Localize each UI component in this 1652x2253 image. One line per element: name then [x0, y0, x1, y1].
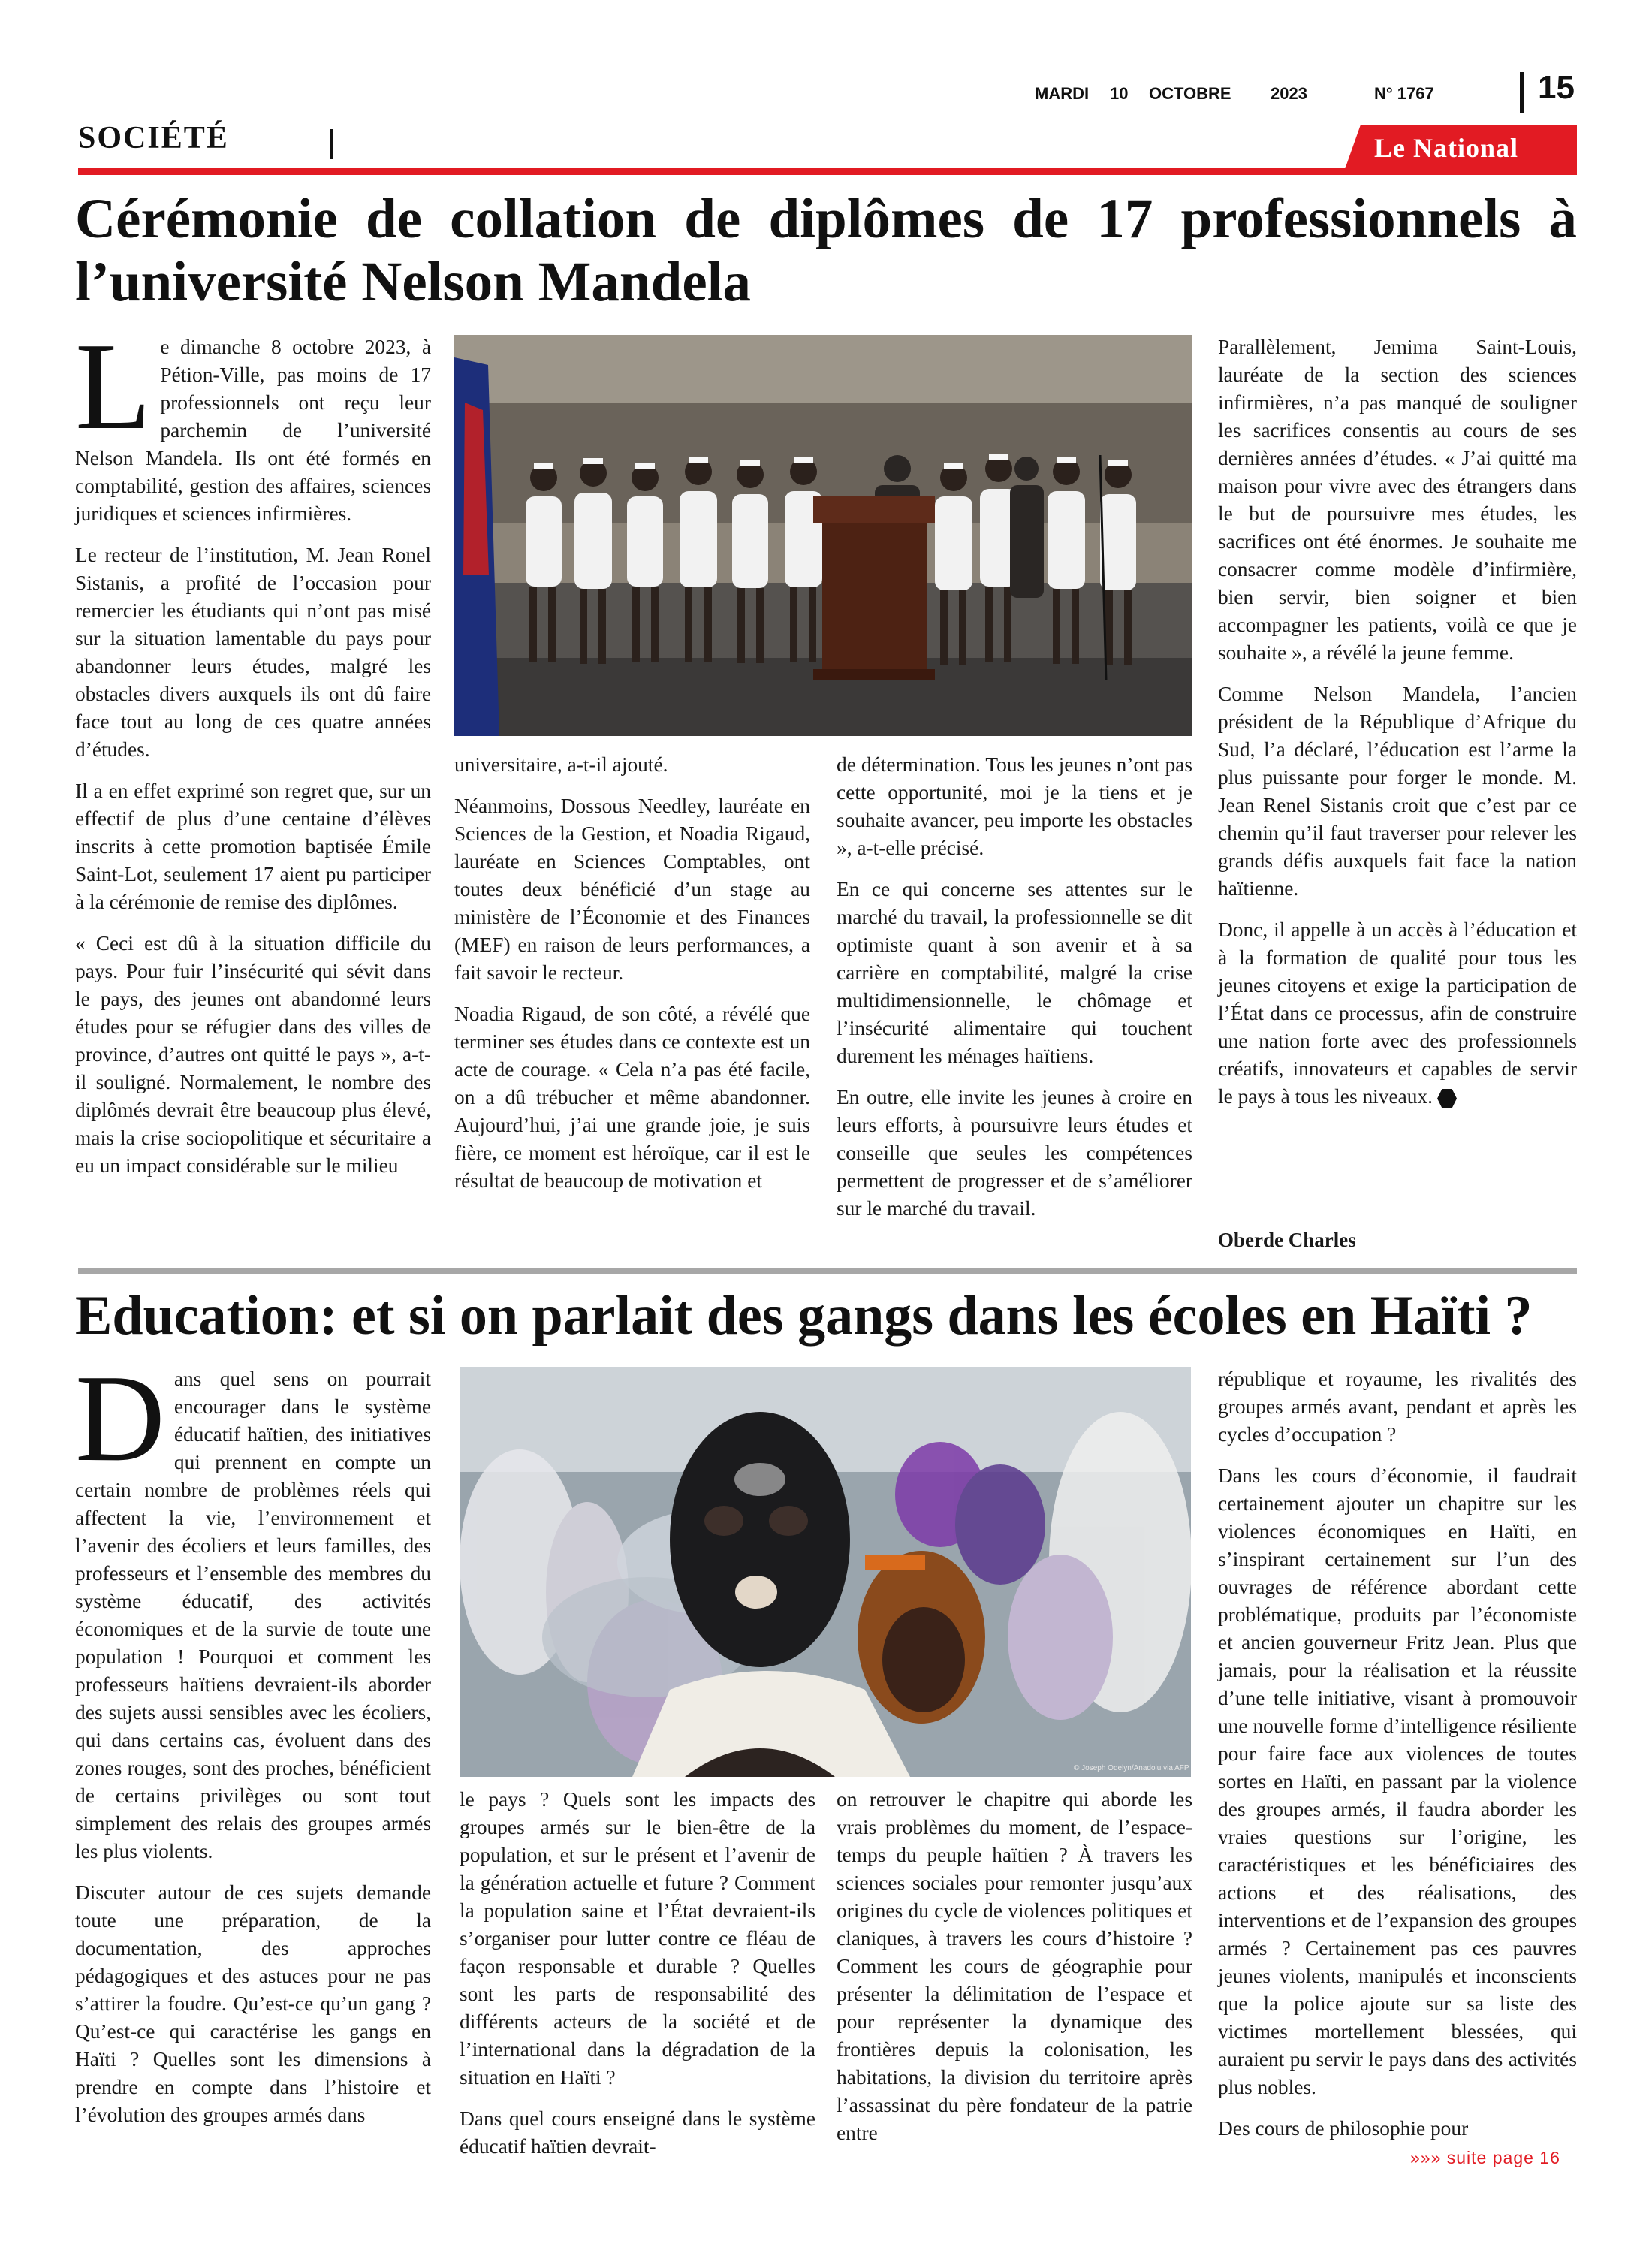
article-1-drop-cap: L: [75, 317, 152, 455]
paragraph: ans quel sens on pourrait encourager dans le système éducatif haïtien, des initiatives qui prennent en compte un certain nombre de problèmes réels qui affectent la vie, l’environnement et l’avenir des écoliers et leurs familles, des professeurs et l’ensemble des membres du système éducatif, des activités économiques et de la survie de toute une population ! Pourquoi et comment les professeurs haïtiens devraient-ils aborder des sujets aussi sensibles avec les écoliers, qui dans certains cas, évoluent dans des zones rouges, sont des proches, bénéficient de certains privilèges ou sont tout simplement des relais des groupes armés les plus violents.: [75, 1368, 431, 1862]
issue-day: MARDI: [1035, 84, 1090, 103]
graduation-ceremony-photo: [454, 335, 1192, 736]
article-separator: [78, 1268, 1577, 1274]
paragraph: Le recteur de l’institution, M. Jean Ronel Sistanis, a profité de l’occasion pour remercier les étudiants qui n’ont pas misé sur la situation lamentable du pays pour abandonner leurs études, malgré les obstacles divers auxquels ils ont dû faire face tout au long de ces quatre années d’études.: [75, 544, 431, 761]
paragraph: Il a en effet exprimé son regret que, sur un effectif de plus d’une centaine d’élèves inscrits à cette promotion baptisée Émile Saint-Lot, seulement 17 aient pu participer à la cérémonie de remise des diplômes.: [75, 780, 431, 913]
article-1-byline: Oberde Charles: [1218, 1229, 1356, 1251]
paragraph: « Ceci est dû à la situation difficile du pays. Pour fuir l’insécurité qui sévit dans le pays, des jeunes ont abandonné leurs études pour se réfugier dans des villes de province, d’autres ont quitté le pays », a-t-il souligné. Normalement, le nombre des diplômés devrait être beaucoup plus élevé, mais la crise sociopolitique et sécuritaire a eu un impact considérable sur le milieu: [75, 932, 431, 1177]
paragraph: e dimanche 8 octobre 2023, à Pétion-Ville, pas moins de 17 professionnels ont reçu leur parchemin de l’université Nelson Mandela. Ils ont été formés en comptabilité, gestion des affaires, sciences juridiques et sciences infirmières.: [75, 336, 431, 525]
paragraph: Comme Nelson Mandela, l’ancien président de la République d’Afrique du Sud, l’a déclaré, l’éducation est l’arme la plus puissante pour forger le monde. M. Jean Renel Sistanis croit que c’est par ce chemin qu’il faut traverser pour relever les grands défis auxquels fait face la nation haïtienne.: [1218, 683, 1577, 900]
paragraph: universitaire, a-t-il ajouté.: [454, 753, 668, 776]
paragraph: Dans quel cours enseigné dans le système éducatif haïtien devrait-: [460, 2107, 815, 2158]
paragraph: Discuter autour de ces sujets demande toute une préparation, de la documentation, des approches pédagogiques et des astuces pour ne pas s’attirer la foudre. Qu’est-ce qu’un gang ? Qu’est-ce qui caractérise les gangs en Haïti ? Quelles sont les dimensions à prendre en compte dans l’histoire et l’évolution des groupes armés dans: [75, 1881, 431, 2126]
paragraph: En ce qui concerne ses attentes sur le marché du travail, la professionnelle se dit optimiste quant à son avenir et à sa carrière en comptabilité, malgré la crise multidimensionnelle, le chômage et l’insécurité alimentaire qui touchent durement les ménages haïtiens.: [837, 878, 1192, 1067]
article-2-drop-cap: D: [75, 1349, 165, 1487]
continuation-link[interactable]: »»» suite page 16: [1410, 2148, 1560, 2167]
article-1-column-2: [454, 751, 810, 1208]
article-1-headline: Cérémonie de collation de diplômes de 17 professionnels à l’université Nelson Mandela: [75, 188, 1577, 313]
page-number: 15: [1538, 69, 1575, 106]
photo-credit: © Joseph Odelyn/Anadolu via AFP: [1074, 1764, 1189, 1772]
masked-man-photo: [460, 1367, 1191, 1777]
paragraph: En outre, elle invite les jeunes à croire en leurs efforts, à poursuivre leurs études et conseille que seules les compétences permettent de progresser et de s’améliorer sur le marché du travail.: [837, 1086, 1192, 1220]
issue-date-number: 10: [1110, 84, 1129, 103]
issue-year: 2023: [1271, 84, 1307, 103]
issue-number: N° 1767: [1374, 84, 1434, 103]
paragraph: on retrouver le chapitre qui aborde les vrais problèmes du moment, de l’espace-temps du peuple haïtien ? À travers les sciences sociales pour remonter jusqu’aux origines du cycle de violences politiques et claniques, à travers les cours d’histoire ? Comment les cours de géographie pour présenter la délimitation de l’espace et pour représenter la dynamique des frontières depuis la colonisation, les habitations, la division du territoire après l’assassinat du père fondateur de la patrie entre: [837, 1788, 1192, 2144]
paragraph: Donc, il appelle à un accès à l’éducation et à la formation de qualité pour tous les jeunes citoyens et exige la participation de l’État dans ce processus, afin de construire une nation forte avec des professionnels créatifs, innovateurs et capables de servir le pays à tous les niveaux.: [1218, 918, 1577, 1108]
paragraph: Des cours de philosophie pour: [1218, 2117, 1469, 2140]
article-2-column-1: [75, 1349, 431, 2143]
article-2-column-3: [837, 1786, 1192, 2161]
article-2-headline: Education: et si on parlait des gangs dans les écoles en Haïti ?: [75, 1285, 1533, 1347]
paper-name: Le National: [1374, 133, 1519, 163]
paragraph: de détermination. Tous les jeunes n’ont pas cette opportunité, moi je la tiens et je souhaite avancer, peu importe les obstacles », a-t-elle précisé.: [837, 753, 1192, 859]
article-1-column-1: [75, 317, 431, 1193]
article-2-column-2: [460, 1786, 815, 2174]
section-divider: [330, 129, 333, 159]
article-1-column-3: [837, 751, 1192, 1236]
paragraph: Néanmoins, Dossous Needley, lauréate en Sciences de la Gestion, et Noadia Rigaud, lauréate en Sciences Comptables, ont toutes deux bénéficié d’un stage au ministère de l’Économie et des Finances (MEF) en raison de leurs performances, a fait savoir le recteur.: [454, 795, 810, 984]
paragraph: Dans les cours d’économie, il faudrait certainement ajouter un chapitre sur les violences économiques en Haïti, en s’inspirant certainement sur l’un des ouvrages de référence abordant cette problématique, produits par l’économiste et ancien gouverneur Fritz Jean. Plus que jamais, pour la réalisation et la réussite d’une telle initiative, visant à promouvoir une nouvelle forme d’intelligence résiliente pour faire face aux violences de toutes sortes en Haïti, en passant par la violence des groupes armés, il faudra aborder les vraies questions sur l’origine, les caractéristiques et les bénéficiaires des actions et des réalisations, des interventions et de l’expansion des groupes armés ? Certainement pas ces pauvres jeunes violents, manipulés et inconscients que la police ajoute sur sa liste des victimes mortellement blessées, qui auraient pu servir le pays dans des activités plus nobles.: [1218, 1464, 1577, 2098]
paragraph: Noadia Rigaud, de son côté, a révélé que terminer ses études dans ce contexte est un acte de courage. « Cela n’a pas été facile, on a dû trébucher et même abandonner. Aujourd’hui, j’ai une grande joie, je suis fière, ce moment est héroïque, car il est le résultat de beaucoup de motivation et: [454, 1003, 810, 1192]
article-1-column-4: [1218, 333, 1577, 1124]
section-title: SOCIÉTÉ: [78, 121, 229, 155]
page-number-divider: [1520, 72, 1524, 113]
article-2-column-4: [1218, 1365, 1577, 2156]
paragraph: Parallèlement, Jemima Saint-Louis, lauréate de la section des sciences infirmières, n’a pas manqué de souligner les sacrifices consentis au cours de ses dernières années d’études. « J’ai quitté ma maison pour vivre avec des étrangers dans le but de poursuivre mes études, les sacrifices ont été énormes. Je souhaite me consacrer comme modèle d’infirmière, bien servir, bien soigner et bien accompagner les patients, voilà ce que je souhaite », a révélé la jeune femme.: [1218, 336, 1577, 664]
header-red-rule: [78, 168, 1577, 175]
issue-month: OCTOBRE: [1149, 84, 1231, 103]
paragraph: république et royaume, les rivalités des groupes armés avant, pendant et après les cycles d’occupation ?: [1218, 1368, 1577, 1446]
end-of-article-icon: [1437, 1089, 1457, 1108]
paragraph: le pays ? Quels sont les impacts des groupes armés sur le bien-être de la population, et sur le présent et l’avenir de la génération actuelle et future ? Comment la population saine et l’État devraient-ils s’organiser pour lutter contre ce fléau de façon responsable et durable ? Quelles sont les parts de responsabilité des différents acteurs de la société et de l’international dans la dégradation de la situation en Haïti ?: [460, 1788, 815, 2089]
